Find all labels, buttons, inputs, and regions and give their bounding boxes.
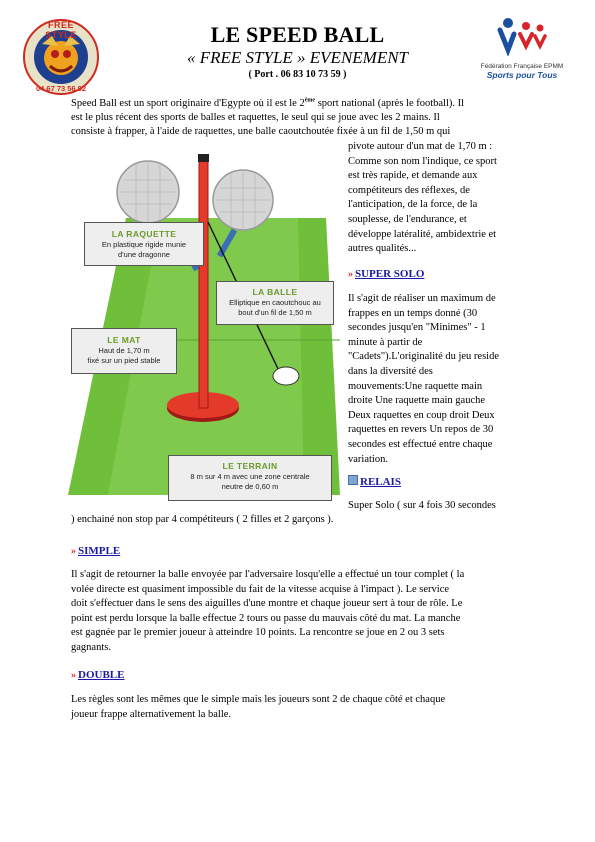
logo-left-top-text: FREE STYLE [45,20,77,40]
simple-link[interactable]: SIMPLE [78,545,121,557]
phone-number: ( Port . 06 83 10 73 59 ) [248,69,347,80]
raquette-label: LA RAQUETTE En plastique rigide munie d'une dragonne [84,222,204,266]
mat-label: LE MAT Haut de 1,70 m fixé sur un pied stable [71,328,177,374]
double-heading-row [71,665,124,683]
double-link[interactable]: DOUBLE [78,669,125,681]
terrain-label: LE TERRAIN 8 m sur 4 m avec une zone centrale neutre de 0,60 m [168,455,332,501]
logo-right-line1: Fédération Française EPMM [480,63,564,70]
super-solo-text: Il s'agit de réaliser un maximum de frappes en un temps donné (30 secondes jusqu'en "Minimes" - 1 minute à partir de "Cadets").L'originalité du jeu reside dans la diversité des mouvements:Une raquette main droite Une raquette main gauche Deux raquettes en coup droit Deux raquettes en revers Un repos de 30 secondes est effectué entre chaque variation. [348,293,500,465]
relais-heading-row [348,472,401,490]
ffepmm-logo [474,16,570,82]
logo-left-phone-text: 04 67 73 56 82 [35,84,87,93]
intro-line-2: est le plus récent des sports de balles et raquettes, le seul qui se joue avec les 2 mains. Il [71,112,440,123]
double-chevron-icon: » [71,546,76,557]
balle-label: LA BALLE Elliptique en caoutchouc au bout d'un fil de 1,50 m [216,281,334,325]
double-chevron-icon: » [71,670,76,681]
logo-right-line2: Sports pour Tous [486,70,558,80]
intro-side-text: pivote autour d'un mat de 1,70 m : Comme son nom l'indique, ce sport est très rapide, et demande aux compétiteurs des réflexes, de l'anticipation, de la force, de la souplesse, de l'endurance, et développe latéralité, ambidextrie et autres qualités... [348,141,497,255]
relais-text-2: ) enchainé non stop par 4 compétiteurs ( 2 filles et 2 garçons ). [71,514,334,525]
simple-heading-row [71,541,120,559]
page-subtitle: « FREE STYLE » EVENEMENT [187,48,408,67]
page-title: LE SPEED BALL [210,22,385,47]
super-solo-heading-row [348,264,424,282]
simple-text: Il s'agit de retourner la balle envoyée par l'adversaire losqu'elle a effectué un tour complet ( la volée directe est quasiment impossible du fait de la vitesse acquise à l'impact ). Le service doit s'effectuer dans le sens des aiguilles d'une montre et chaque joueur sert à tour de rôle. Le point est perdu lorsque la balle effectue 2 tours ou passe du mauvais côté du mat. La manche est gagnée par le premier joueur à atteindre 10 points. La rencontre se joue en 2 ou 3 sets gagnants. [71,569,465,653]
relais-link[interactable]: RELAIS [360,476,401,488]
double-text: Les règles sont les mêmes que le simple mais les joueurs sont 2 de chaque côté et chaque joueur frappe alternativement la balle. [71,694,446,720]
double-chevron-icon: » [348,269,353,280]
super-solo-link[interactable]: SUPER SOLO [355,268,425,280]
intro-line-1: Speed Ball est un sport originaire d'Egypte où il est le 2ème sport national (après le football). Il [71,97,465,109]
relais-bullet-icon [348,475,358,485]
intro-line-3: consiste à frapper, à l'aide de raquettes, une balle caoutchoutée fixée à un fil de 1,50 m qui [71,126,451,137]
speedball-illustration [68,150,340,512]
relais-text-1: Super Solo ( sur 4 fois 30 secondes [348,500,496,511]
